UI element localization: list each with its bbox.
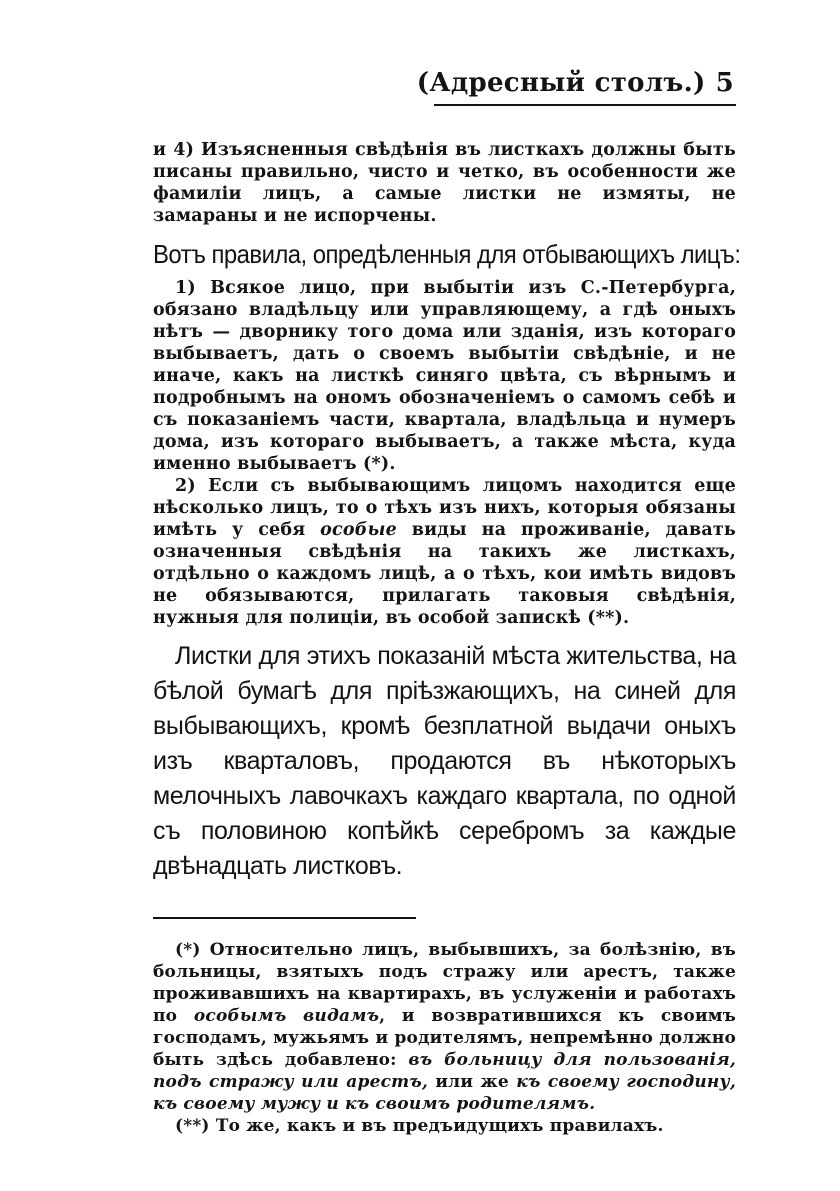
footnote-1-italic-a: особымъ видамъ [193,1006,380,1026]
paragraph-item-4: и 4) Изъясненныя свѣдѣнія въ листкахъ должны быть писаны правильно, чисто и четко, въ особенности же фамиліи лицъ, а самые листки не измяты, не замараны и не испорчены. [153,140,736,226]
footnote-1-text-c: или же [428,1072,517,1092]
footnote-1-italic-c: къ своему господину, къ своему мужу и къ своимъ родителямъ. [153,1072,736,1114]
footnote-1-text-a: (*) Относительно лицъ, выбывшихъ, за болѣзнію, въ больницы, взятыхъ подъ стражу или арестъ, также проживавшихъ на квартирахъ, въ услуженіи и работахъ по [153,940,736,1026]
paragraph-rule-2 [153,475,736,629]
footnote-1-italic-b: въ больницу для пользованія, подъ стражу или арестъ, [153,1050,736,1092]
footnote-1-text-b: , и возвратившихся къ своимъ господамъ, мужьямъ и родителямъ, непремѣнно должно быть здѣсь добавлено: [153,1006,736,1070]
document-page [153,66,741,1137]
header-rule [434,104,736,106]
running-header [153,66,736,100]
rule-2-text-a: 2) Если съ выбывающимъ лицомъ находится еще нѣсколько лицъ, то о тѣхъ изъ нихъ, которыя обязаны имѣть у себя [153,476,736,540]
section-heading: Вотъ правила, опредѣленныя для отбывающихъ лицъ: [153,239,741,269]
header-title: (Адресный столъ.) [416,68,706,98]
footnote-1 [153,939,736,1115]
footnote-separator [153,917,416,919]
page-number: 5 [715,68,734,98]
footnote-2: (**) То же, какъ и въ предъидущихъ правилахъ. [175,1116,664,1136]
rule-2-text-b: виды на проживаніе, давать означенныя свѣдѣнія на такихъ же листкахъ, отдѣльно о каждомъ лицѣ, а о тѣхъ, кои имѣть видовъ не обязываются, прилагать таковыя свѣдѣнія, нужныя для полиціи, въ особой запискѣ (**). [153,520,736,628]
paragraph-rule-1: 1) Всякое лицо, при выбытіи изъ С.-Петербурга, обязано владѣльцу или управляющему, а гдѣ оныхъ нѣтъ — дворнику того дома или зданія, изъ котораго выбываетъ, дать о своемъ выбытіи свѣдѣніе, и не иначе, какъ на листкѣ синяго цвѣта, съ вѣрнымъ и подробнымъ на ономъ обозначеніемъ о самомъ себѣ и съ показаніемъ части, квартала, владѣльца и нумеръ дома, изъ котораго выбываетъ, а также мѣста, куда именно выбываетъ (*). [153,278,736,474]
paragraph-leaflets: Листки для этихъ показаній мѣста жительства, на бѣлой бумагѣ для пріѣзжающихъ, на синей для выбывающихъ, кромѣ безплатной выдачи оныхъ изъ кварталовъ, продаются въ нѣкоторыхъ мелочныхъ лавочкахъ каждаго квартала, по одной съ половиною копѣйкѣ серебромъ за каждые двѣнадцать листковъ. [153,642,736,880]
rule-2-italic: особые [320,520,397,540]
